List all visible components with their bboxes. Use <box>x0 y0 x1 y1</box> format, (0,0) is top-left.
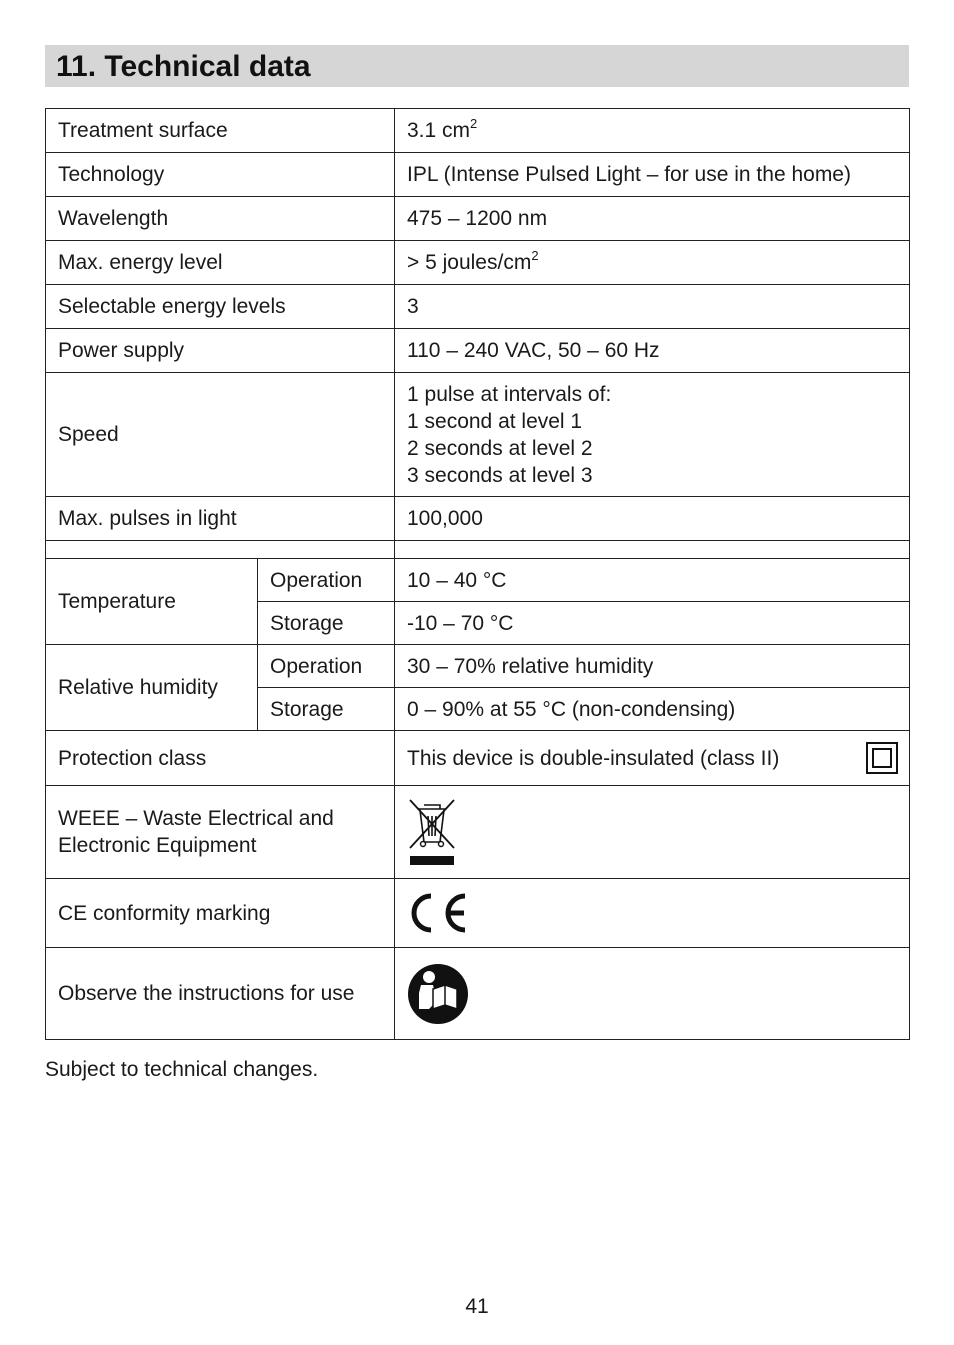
row-label-ce: CE conformity marking <box>46 879 395 948</box>
spacer-cell <box>46 541 395 559</box>
row-label-max-pulses: Max. pulses in light <box>46 497 395 541</box>
table-row <box>46 109 910 153</box>
table-row <box>46 948 910 1040</box>
page-number: 41 <box>465 1295 489 1318</box>
speed-line: 3 seconds at level 3 <box>407 463 593 487</box>
row-value-max-pulses: 100,000 <box>395 497 910 541</box>
table-row <box>46 559 910 602</box>
table-row <box>46 879 910 948</box>
row-value-technology: IPL (Intense Pulsed Light – for use in the home) <box>395 153 910 197</box>
row-value-treatment-surface: 3.1 $cm^2$ <box>395 109 910 153</box>
table-row <box>46 373 910 497</box>
row-value-humidity-storage: 0 – 90% at 55 °C (non-condensing) <box>395 688 910 731</box>
row-value-weee <box>395 786 910 879</box>
row-label-wavelength: Wavelength <box>46 197 395 241</box>
double-insulation-icon <box>866 742 898 774</box>
row-label-selectable-levels: Selectable energy levels <box>46 285 395 329</box>
section-heading: 11. Technical data <box>45 45 909 87</box>
technical-data-table <box>45 108 910 1040</box>
row-label-protection-class: Protection class <box>46 731 395 786</box>
row-label-temperature: Temperature <box>46 559 258 645</box>
crossed-bin-icon <box>407 798 457 866</box>
table-row <box>46 731 910 786</box>
sub-label-operation: Operation <box>258 645 395 688</box>
spacer-cell <box>395 541 910 559</box>
sub-label-operation: Operation <box>258 559 395 602</box>
row-value-ce <box>395 879 910 948</box>
row-value-wavelength: 475 – 1200 nm <box>395 197 910 241</box>
row-label-power-supply: Power supply <box>46 329 395 373</box>
row-label-humidity: Relative humidity <box>46 645 258 731</box>
table-row <box>46 645 910 688</box>
row-label-technology: Technology <box>46 153 395 197</box>
row-value-humidity-operation: 30 – 70% relative humidity <box>395 645 910 688</box>
table-row-spacer <box>46 541 910 559</box>
table-row <box>46 153 910 197</box>
row-value-instructions <box>395 948 910 1040</box>
speed-line: 1 second at level 1 <box>407 409 583 433</box>
ce-mark-icon <box>407 891 469 935</box>
table-row <box>46 497 910 541</box>
row-label-treatment-surface: Treatment surface <box>46 109 395 153</box>
footnote: Subject to technical changes. <box>45 1058 319 1081</box>
speed-line: 2 seconds at level 2 <box>407 436 593 460</box>
row-value-selectable-levels: 3 <box>395 285 910 329</box>
table-row <box>46 786 910 879</box>
table-row <box>46 329 910 373</box>
table-row <box>46 241 910 285</box>
row-label-max-energy: Max. energy level <box>46 241 395 285</box>
row-label-weee: WEEE – Waste Electrical and Electronic Equipment <box>46 786 395 879</box>
speed-line: 1 pulse at intervals of: <box>407 382 612 406</box>
sub-label-storage: Storage <box>258 688 395 731</box>
row-value-power-supply: 110 – 240 VAC, 50 – 60 Hz <box>395 329 910 373</box>
table-row <box>46 197 910 241</box>
row-value-protection-class: This device is double-insulated (class II) <box>395 731 910 786</box>
row-value-temperature-operation: 10 – 40 °C <box>395 559 910 602</box>
sub-label-storage: Storage <box>258 602 395 645</box>
row-value-max-energy: > 5 joules/$cm^2$ <box>395 241 910 285</box>
row-label-speed: Speed <box>46 373 395 497</box>
table-row <box>46 285 910 329</box>
row-label-instructions: Observe the instructions for use <box>46 948 395 1040</box>
row-value-speed <box>395 373 910 497</box>
row-value-temperature-storage: -10 – 70 °C <box>395 602 910 645</box>
read-manual-icon <box>407 963 469 1025</box>
